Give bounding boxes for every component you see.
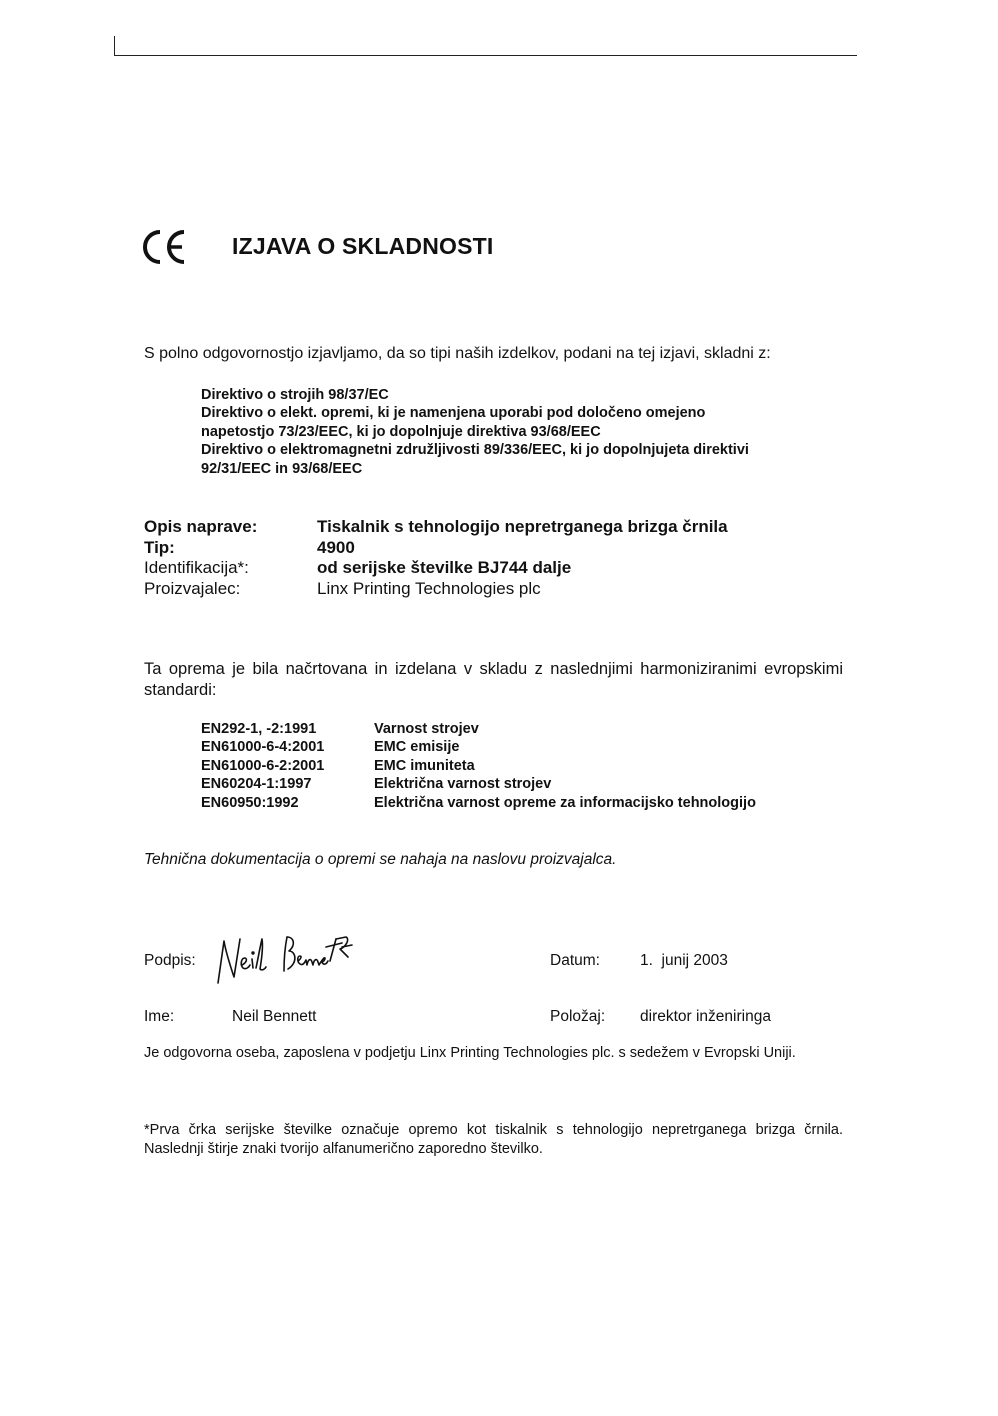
position-value: direktor inženiringa bbox=[640, 1008, 771, 1025]
standard-code: EN61000-6-2:2001 bbox=[201, 757, 325, 774]
directive-line: 92/31/EEC in 93/68/EEC bbox=[201, 460, 363, 477]
standard-description: EMC emisije bbox=[374, 739, 460, 756]
spec-value: Linx Printing Technologies plc bbox=[317, 578, 541, 598]
ce-mark-icon bbox=[140, 228, 188, 266]
spec-value: od serijske številke BJ744 dalje bbox=[317, 558, 572, 578]
header-rule-left bbox=[114, 36, 115, 56]
header-rule bbox=[114, 55, 857, 56]
page-title: IZJAVA O SKLADNOSTI bbox=[232, 233, 494, 259]
spec-label: Proizvajalec: bbox=[144, 578, 241, 598]
signature-label: Podpis: bbox=[144, 952, 196, 969]
directives-list bbox=[201, 386, 841, 478]
name-label: Ime: bbox=[144, 1008, 175, 1025]
directive-line: napetostjo 73/23/EEC, ki jo dopolnjuje direktiva 93/68/EEC bbox=[201, 423, 601, 440]
footnote: *Prva črka serijske številke označuje opremo kot tiskalnik s tehnologijo nepretrganega brizga črnila. Naslednji štirje znaki tvorijo alfanumerično zaporedno številko. bbox=[144, 1122, 843, 1157]
directive-line: Direktivo o elektromagnetni združljivosti 89/336/EEC, ki jo dopolnjujeta direktivi bbox=[201, 442, 749, 459]
position-label: Položaj: bbox=[550, 1008, 606, 1025]
standards-intro: Ta oprema je bila načrtovana in izdelana v skladu z naslednjimi harmoniziranimi evropskimi standardi: bbox=[144, 660, 843, 699]
spec-value: Tiskalnik s tehnologijo nepretrganega brizga črnila bbox=[317, 517, 728, 536]
standard-code: EN292-1, -2:1991 bbox=[201, 721, 317, 737]
directive-line: Direktivo o elekt. opremi, ki je namenjena uporabi pod določeno omejeno bbox=[201, 405, 706, 422]
signature-image bbox=[212, 925, 362, 989]
spec-value: 4900 bbox=[317, 537, 355, 557]
directive-line: Direktivo o strojih 98/37/EC bbox=[201, 387, 389, 403]
spec-label: Identifikacija*: bbox=[144, 558, 249, 578]
standard-description: Električna varnost opreme za informacijsko tehnologijo bbox=[374, 794, 756, 811]
standard-code: EN60204-1:1997 bbox=[201, 776, 312, 793]
standard-description: EMC imuniteta bbox=[374, 757, 475, 774]
technical-documentation-note: Tehnična dokumentacija o opremi se nahaja na naslovu proizvajalca. bbox=[144, 851, 617, 868]
name-value: Neil Bennett bbox=[232, 1008, 317, 1025]
standard-description: Varnost strojev bbox=[374, 721, 479, 737]
standard-description: Električna varnost strojev bbox=[374, 776, 552, 793]
spec-label: Tip: bbox=[144, 537, 175, 557]
intro-text: S polno odgovornostjo izjavljamo, da so tipi naših izdelkov, podani na tej izjavi, skladni z: bbox=[144, 345, 771, 362]
responsible-person-statement: Je odgovorna oseba, zaposlena v podjetju Linx Printing Technologies plc. s sedežem v Evropski Uniji. bbox=[144, 1045, 796, 1061]
standard-code: EN61000-6-4:2001 bbox=[201, 739, 325, 756]
spec-label: Opis naprave: bbox=[144, 517, 258, 536]
standard-code: EN60950:1992 bbox=[201, 794, 299, 811]
date-label: Datum: bbox=[550, 952, 600, 969]
date-value: 1. junij 2003 bbox=[640, 952, 728, 969]
